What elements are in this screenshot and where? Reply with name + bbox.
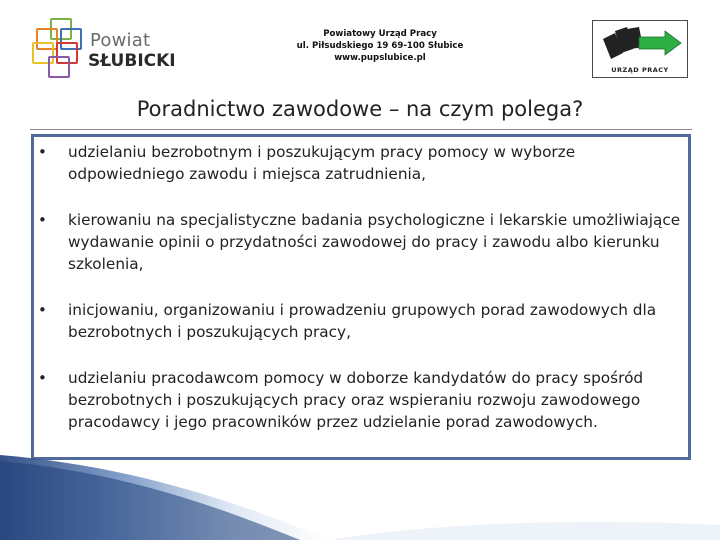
urzad-pracy-arrow-icon <box>593 23 686 67</box>
decorative-wave <box>0 455 720 540</box>
office-name: Powiatowy Urząd Pracy <box>323 29 437 39</box>
office-website: www.pupslubice.pl <box>334 53 426 63</box>
bullet-text: inicjowaniu, organizowaniu i prowadzeniu grupowych porad zawodowych dla bezrobotnych i poszukujących pracy, <box>68 301 657 341</box>
office-header <box>250 28 510 64</box>
bullet-icon: • <box>38 211 47 229</box>
bullet-text: udzielaniu bezrobotnym i poszukującym pracy pomocy w wyborze odpowiedniego zawodu i miejsca zatrudnienia, <box>68 143 576 183</box>
urzad-pracy-label: URZĄD PRACY <box>611 66 669 74</box>
list-item <box>38 367 686 433</box>
slide-title: Poradnictwo zawodowe – na czym polega? <box>136 97 584 121</box>
bullet-icon: • <box>38 369 47 387</box>
square-purple-icon <box>48 56 70 78</box>
logo-word-slubicki: SŁUBICKI <box>88 51 176 71</box>
powiat-slubicki-logo <box>30 16 176 82</box>
logo-word-powiat: Powiat <box>90 30 151 51</box>
bullet-text: udzielaniu pracodawcom pomocy w doborze kandydatów do pracy spośród bezrobotnych i poszukujących pracy oraz wspieraniu rozwoju zawodowego pracodawcy i jego pracowników przez udzielanie porad zawodowych. <box>68 369 644 431</box>
bullet-text: kierowaniu na specjalistyczne badania psychologiczne i lekarskie umożliwiające wydawanie opinii o przydatności zawodowej do pracy i zawodu albo kierunku szkolenia, <box>68 211 681 273</box>
bullet-icon: • <box>38 301 47 319</box>
title-underline <box>30 129 692 130</box>
bullet-icon: • <box>38 143 47 161</box>
urzad-pracy-logo <box>592 20 688 78</box>
office-address: ul. Piłsudskiego 19 69-100 Słubice <box>296 41 464 51</box>
bullet-list <box>38 141 686 457</box>
colored-squares-icon <box>30 16 82 80</box>
list-item <box>38 299 686 343</box>
list-item <box>38 209 686 275</box>
list-item <box>38 141 686 185</box>
